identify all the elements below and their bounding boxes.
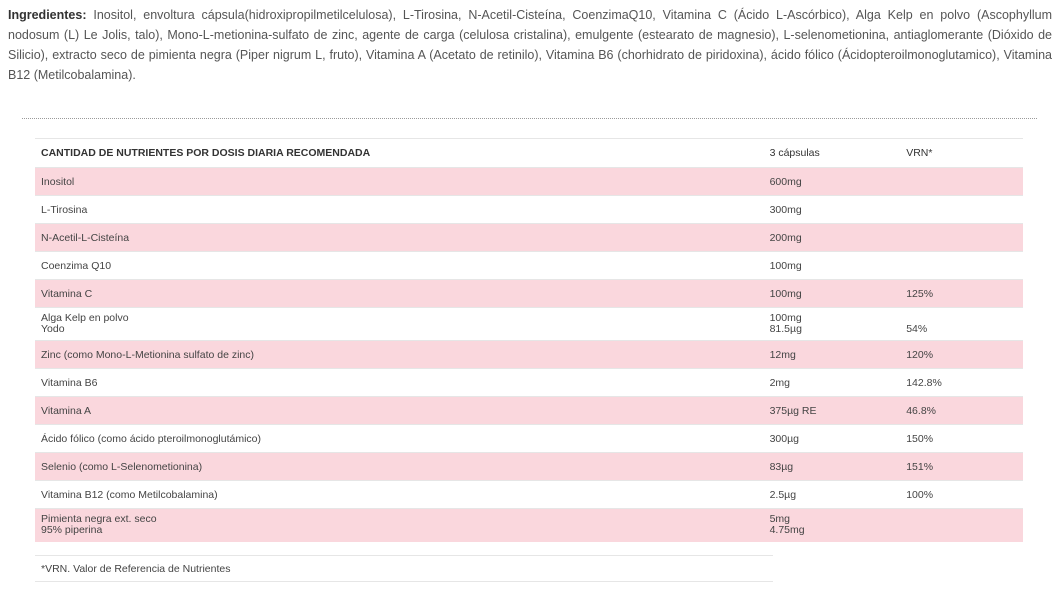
nutrient-vrn	[900, 509, 1023, 542]
nutrient-amount-line2: 81.5µg	[769, 323, 802, 335]
dotted-divider	[22, 118, 1037, 119]
table-row	[35, 252, 1023, 280]
nutrient-amount: 200mg	[764, 224, 901, 252]
nutrient-name: Vitamina B6	[41, 376, 98, 389]
table-row	[35, 224, 1023, 252]
nutrient-vrn: 151%	[900, 453, 1023, 481]
nutrient-vrn	[900, 196, 1023, 224]
nutrient-amount	[764, 308, 901, 341]
nutrient-amount-line1: 5mg	[769, 513, 791, 526]
nutrient-amount: 100mg	[764, 280, 901, 308]
nutrient-vrn	[900, 308, 1023, 341]
nutrient-name-line1: Alga Kelp en polvo	[41, 312, 129, 324]
nutrient-amount: 2mg	[769, 376, 791, 389]
nutrient-name: N-Acetil-L-Cisteína	[35, 224, 764, 252]
nutrient-vrn	[900, 168, 1023, 196]
nutrient-name-line2: 95% piperina	[41, 524, 103, 537]
nutrient-vrn: 125%	[900, 280, 1023, 308]
nutrient-name: Ácido fólico (como ácido pteroilmonoglutámico)	[41, 432, 262, 445]
nutrient-amount	[764, 509, 901, 542]
table-row	[35, 397, 1023, 425]
nutrient-amount: 83µg	[764, 453, 901, 481]
footnote: *VRN. Valor de Referencia de Nutrientes	[35, 555, 773, 582]
nutrient-vrn	[900, 224, 1023, 252]
nutrient-vrn: 100%	[906, 488, 934, 501]
nutrient-name: Selenio (como L-Selenometionina)	[35, 453, 764, 481]
table-row	[35, 280, 1023, 308]
nutrient-amount: 600mg	[764, 168, 901, 196]
nutrient-amount-line2: 4.75mg	[769, 524, 805, 537]
table-row	[35, 369, 1023, 397]
table-row	[35, 308, 1023, 341]
table-row	[35, 509, 1023, 542]
nutrient-name: Zinc (como Mono-L-Metionina sulfato de zinc)	[35, 341, 764, 369]
nutrient-vrn-line2: 54%	[906, 323, 928, 335]
nutrient-vrn: 46.8%	[900, 397, 1023, 425]
table-row	[35, 481, 1023, 509]
nutrient-name: Coenzima Q10	[41, 259, 112, 272]
ingredients-text: Inositol, envoltura cápsula(hidroxipropilmetilcelulosa), L-Tirosina, N-Acetil-Cisteína, CoenzimaQ10, Vitamina C (Ácido L-Ascórbico), Alga Kelp en polvo (Ascophyllum nodosum (L) Le Jolis, talo), Mono-L-metionina-sulfato de zinc, agente de carga (celulosa cristalina), emulgente (estearato de magnesio), L-selenometionina, antiaglomerante (Dióxido de Silicio), extracto seco de pimienta negra (Piper nigrum L, fruto), Vitamina A (Acetato de retinilo), Vitamina B6 (chorhidrato de piridoxina), ácido fólico (Ácidopteroilmonoglutamico), Vitamina B12 (Metilcobalamina).	[8, 8, 1052, 82]
nutrient-amount: 100mg	[769, 259, 802, 272]
nutrient-name	[35, 509, 764, 542]
nutrient-name	[35, 308, 764, 341]
nutrient-name: Vitamina A	[35, 397, 764, 425]
nutrient-amount: 300mg	[769, 203, 802, 216]
table-header-row	[35, 139, 1023, 168]
header-nutrient: CANTIDAD DE NUTRIENTES POR DOSIS DIARIA RECOMENDADA	[35, 139, 764, 168]
nutrient-amount-line1: 100mg	[769, 312, 802, 324]
header-vrn: VRN*	[900, 139, 1023, 168]
nutrient-name-line2: Yodo	[41, 323, 65, 335]
ingredients-paragraph	[8, 5, 1052, 85]
nutrient-vrn: 120%	[900, 341, 1023, 369]
nutrient-name: Vitamina C	[35, 280, 764, 308]
nutrient-amount: 375µg RE	[764, 397, 901, 425]
nutrient-amount: 300µg	[769, 432, 799, 445]
nutrient-name: L-Tirosina	[41, 203, 88, 216]
table-row	[35, 453, 1023, 481]
nutrition-table	[35, 138, 1023, 542]
table-row	[35, 425, 1023, 453]
nutrient-amount: 2.5µg	[769, 488, 797, 501]
header-dose: 3 cápsulas	[764, 139, 901, 168]
nutrient-name: Vitamina B12 (como Metilcobalamina)	[41, 488, 218, 501]
nutrient-amount: 12mg	[764, 341, 901, 369]
table-row	[35, 168, 1023, 196]
table-row	[35, 196, 1023, 224]
nutrient-vrn: 142.8%	[906, 376, 942, 389]
ingredients-label: Ingredientes:	[8, 8, 87, 22]
nutrient-name: Inositol	[35, 168, 764, 196]
table-row	[35, 341, 1023, 369]
nutrient-vrn: 150%	[906, 432, 934, 445]
nutrient-name-line1: Pimienta negra ext. seco	[41, 513, 157, 526]
nutrient-vrn	[900, 252, 1023, 280]
